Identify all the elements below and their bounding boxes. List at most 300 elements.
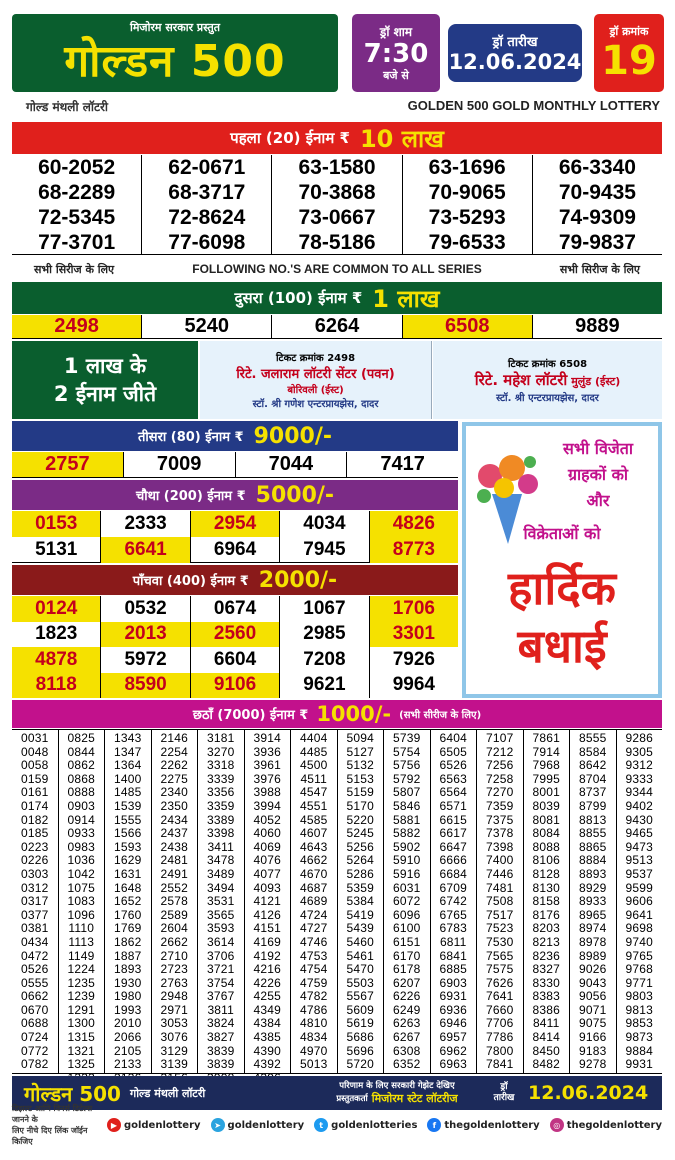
- prize6-number: 7800: [486, 1043, 514, 1058]
- prize6-number: 0226: [21, 853, 49, 868]
- prize4-header: [12, 480, 458, 510]
- prize6-number: 1887: [114, 948, 142, 963]
- prize6-number: 8001: [532, 785, 560, 800]
- prize6-number: 5132: [346, 758, 374, 773]
- prize6-number: 8213: [532, 934, 560, 949]
- logo-box: [12, 14, 338, 92]
- prize6-number: 4121: [253, 894, 281, 909]
- prize1-numbers: [12, 155, 662, 255]
- prize6-number: 2133: [114, 1057, 142, 1072]
- prize6-number: 9698: [625, 921, 653, 936]
- english-title: GOLDEN 500 GOLD MONTHLY LOTTERY: [407, 98, 660, 113]
- prize5-header: [12, 565, 458, 595]
- prize6-number: 9803: [625, 989, 653, 1004]
- prize6-number: 4547: [300, 785, 328, 800]
- prize6-number: 4216: [253, 962, 281, 977]
- prize6-number: 2589: [160, 907, 188, 922]
- winner2-name-row: [475, 370, 621, 390]
- prize6-number: 3706: [207, 948, 235, 963]
- prize6-number: 9071: [579, 1002, 607, 1017]
- prize6-number: 2275: [160, 771, 188, 786]
- prize6-number: 2491: [160, 866, 188, 881]
- prize6-number: 4670: [300, 866, 328, 881]
- prize6-number: 8411: [532, 1016, 560, 1031]
- prize6-number: 5881: [393, 812, 421, 827]
- prize6-number: 9026: [579, 962, 607, 977]
- prize6-number: 5470: [346, 962, 374, 977]
- prize6-number: 9312: [625, 758, 653, 773]
- prize6-number: 5094: [346, 731, 374, 745]
- prize6-number: 8130: [532, 880, 560, 895]
- prize6-number: 6841: [439, 948, 467, 963]
- prize6-number: 4643: [300, 839, 328, 854]
- winner1-distributor: स्टॉ. श्री गणेश एन्टरप्रायझेस, दादर: [252, 399, 379, 410]
- prize1-number: 62-0671: [142, 155, 272, 180]
- prize6-number: 7359: [486, 798, 514, 813]
- prize6-number: 7378: [486, 826, 514, 841]
- prize6-number: 1566: [114, 826, 142, 841]
- footer-presenter-label: प्रस्तुतकर्ता: [336, 1094, 368, 1104]
- prize6-number: 7212: [486, 744, 514, 759]
- prize6-number: 5619: [346, 1016, 374, 1031]
- prize6-number: 4551: [300, 798, 328, 813]
- prize5-number: 1067: [280, 596, 369, 622]
- prize6-number: 8855: [579, 826, 607, 841]
- prize4-number: 8773: [370, 537, 458, 563]
- prize1-number: 77-3701: [12, 230, 142, 255]
- prize6-number: 0434: [21, 934, 49, 949]
- prize6-number: 4662: [300, 853, 328, 868]
- prize6-number: 3129: [160, 1043, 188, 1058]
- prize1-header: [12, 122, 662, 154]
- footer-date-label-block: [486, 1082, 522, 1104]
- prize1-row: [12, 155, 662, 180]
- prize6-number: 7786: [486, 1030, 514, 1045]
- prize1-row: [12, 230, 662, 255]
- prize6-number: 3988: [253, 785, 281, 800]
- prize3-number: 7009: [124, 452, 236, 477]
- prize3-number: 2757: [12, 452, 124, 477]
- prize6-number: 8203: [532, 921, 560, 936]
- prize6-number: 9537: [625, 866, 653, 881]
- prize6-number: 7660: [486, 1002, 514, 1017]
- prize1-row: [12, 180, 662, 205]
- telegram-icon: ➤: [211, 1118, 225, 1132]
- prize6-number: 5256: [346, 839, 374, 854]
- prize6-number: 8884: [579, 853, 607, 868]
- prize6-number: 5792: [393, 771, 421, 786]
- prize1-number: 68-2289: [12, 180, 142, 205]
- prize6-number: 0377: [21, 907, 49, 922]
- prize6-number: 4069: [253, 839, 281, 854]
- prize6-number: 8642: [579, 758, 607, 773]
- prize6-number: 2723: [160, 962, 188, 977]
- prize6-number: 8978: [579, 934, 607, 949]
- prize6-number: 6170: [393, 948, 421, 963]
- footer-presenter-row: [336, 1091, 457, 1106]
- prize5-number: 4878: [12, 647, 101, 673]
- prize6-number: 3489: [207, 866, 235, 881]
- prize3-number: 7417: [380, 453, 425, 475]
- prize6-number: 9771: [625, 975, 653, 990]
- prize6-number: 8989: [579, 948, 607, 963]
- prize1-number: 63-1580: [272, 155, 402, 180]
- prize6-number: 0381: [21, 921, 49, 936]
- social-bar: [12, 1104, 662, 1146]
- draw-date: 12.06.2024: [448, 50, 582, 74]
- prize6-number: 6096: [393, 907, 421, 922]
- prize6-number: 2763: [160, 975, 188, 990]
- prize6-number: 4349: [253, 1002, 281, 1017]
- prize6-number: 2340: [160, 785, 188, 800]
- prize5-number: 3301: [370, 622, 458, 648]
- prize6-number: 3839: [207, 1043, 235, 1058]
- prize6-number: 8974: [579, 921, 607, 936]
- prize6-column: [152, 730, 199, 1073]
- prize5-amount: 2000/-: [258, 567, 338, 593]
- prize6-number: 3754: [207, 975, 235, 990]
- prize4-number: 5131: [12, 537, 101, 563]
- prize6-number: 2105: [114, 1043, 142, 1058]
- prize6-number: 8414: [532, 1030, 560, 1045]
- prize6-number: 2710: [160, 948, 188, 963]
- prize1-number: 78-5186: [272, 230, 402, 255]
- prize5-number: 7208: [280, 647, 369, 673]
- footer-bar: [12, 1076, 662, 1110]
- prize6-number: 3839: [207, 1057, 235, 1072]
- winners-section: [12, 341, 662, 419]
- congrats-panel: [462, 422, 662, 698]
- prize6-number: 1096: [67, 907, 95, 922]
- prize6-number: 6742: [439, 894, 467, 909]
- winner1-place: बोरिवली (ईस्ट): [287, 385, 344, 396]
- congrats-line1: सभी विजेता: [563, 439, 633, 458]
- prize6-number: 3531: [207, 894, 235, 909]
- prize6-column: [59, 730, 106, 1073]
- prize6-number: 8158: [532, 894, 560, 909]
- prize6-number: 6571: [439, 798, 467, 813]
- prize6-number: 9333: [625, 771, 653, 786]
- prize6-number: 2971: [160, 1002, 188, 1017]
- prize6-number: 0662: [21, 989, 49, 1004]
- prize6-number: 3181: [207, 731, 235, 745]
- prize6-number: 6207: [393, 975, 421, 990]
- prize6-number: 7523: [486, 921, 514, 936]
- prize6-number: 1539: [114, 798, 142, 813]
- prize6-number: 6249: [393, 1002, 421, 1017]
- header: [12, 14, 664, 120]
- prize6-number: 3614: [207, 934, 235, 949]
- prize6-number: 6100: [393, 921, 421, 936]
- prize3-amount: 9000/-: [253, 423, 332, 449]
- prize6-number: 9853: [625, 1016, 653, 1031]
- prize6-number: 4724: [300, 907, 328, 922]
- prize6-number: 7995: [532, 771, 560, 786]
- prize6-number: 5461: [346, 948, 374, 963]
- prize6-number: 7575: [486, 962, 514, 977]
- prize6-number: 5686: [346, 1030, 374, 1045]
- prize6-number: 3961: [253, 758, 281, 773]
- prize6-number: 0303: [21, 866, 49, 881]
- prize6-number: 9430: [625, 812, 653, 827]
- prize6-number: 9278: [579, 1057, 607, 1072]
- prize6-number: 6031: [393, 880, 421, 895]
- prize6-number: 6615: [439, 812, 467, 827]
- prize6-number: 2350: [160, 798, 188, 813]
- prize6-number: 1993: [114, 1002, 142, 1017]
- prize1-number: 79-6533: [403, 230, 533, 255]
- prize6-number: 8450: [532, 1043, 560, 1058]
- prize6-number: 8236: [532, 948, 560, 963]
- prize6-column: [198, 730, 245, 1073]
- prize6-number: 0182: [21, 812, 49, 827]
- prize6-number: 3914: [253, 731, 281, 745]
- prize6-number: 3356: [207, 785, 235, 800]
- prize1-number: 68-3717: [142, 180, 272, 205]
- prize6-number: 4687: [300, 880, 328, 895]
- prize4-amount: 5000/-: [255, 482, 335, 508]
- social-instagram[interactable]: [550, 1118, 662, 1132]
- prize6-number: 0825: [67, 731, 95, 745]
- twitter-icon: t: [314, 1118, 328, 1132]
- prize5-number: 1823: [12, 622, 101, 648]
- prize6-header: [12, 700, 662, 728]
- prize6-number: 3593: [207, 921, 235, 936]
- prize4-number: 6641: [101, 537, 190, 563]
- social-telegram[interactable]: [211, 1118, 305, 1132]
- common-right: सभी सिरीज के लिए: [559, 262, 640, 276]
- prize6-number: 1325: [67, 1057, 95, 1072]
- congrats-line4: विक्रेताओं को: [523, 524, 601, 543]
- prize5-number: 7926: [392, 648, 435, 670]
- prize3-header: [12, 421, 458, 451]
- prize4-numbers: [12, 511, 458, 563]
- prize6-number: 4782: [300, 989, 328, 1004]
- prize6-number: 3827: [207, 1030, 235, 1045]
- prize6-number: 1652: [114, 894, 142, 909]
- prize6-number: 5846: [393, 798, 421, 813]
- prize6-number: 4786: [300, 1002, 328, 1017]
- prize6-number: 6563: [439, 771, 467, 786]
- social-instagram-handle: thegoldenlottery: [566, 1119, 662, 1131]
- prize6-label: छठाँ (7000) ईनाम ₹: [192, 708, 309, 723]
- prize6-number: 0933: [67, 826, 95, 841]
- prize6-number: 4077: [253, 866, 281, 881]
- prize6-number: 8084: [532, 826, 560, 841]
- prize6-number: 8555: [579, 731, 607, 745]
- prize6-number: 6308: [393, 1043, 421, 1058]
- prize6-number: 2552: [160, 880, 188, 895]
- draw-number-box: [594, 14, 664, 92]
- prize6-number: 4834: [300, 1030, 328, 1045]
- prize6-number: 5916: [393, 866, 421, 881]
- prize6-number: 7706: [486, 1016, 514, 1031]
- prize6-column: [570, 730, 617, 1073]
- prize1-number: 72-8624: [142, 205, 272, 230]
- prize6-number: 4607: [300, 826, 328, 841]
- prize6-number: 4060: [253, 826, 281, 841]
- prize6-number: 9884: [625, 1043, 653, 1058]
- prize6-number: 4076: [253, 853, 281, 868]
- prize6-number: 8106: [532, 853, 560, 868]
- prize6-number: 4093: [253, 880, 281, 895]
- prize6-number: 7107: [486, 731, 514, 745]
- prize5-number: 1706: [370, 596, 458, 622]
- prize4-number: 7945: [280, 537, 369, 563]
- prize5-number: 0532: [101, 596, 190, 622]
- prize1-number: 70-3868: [272, 180, 402, 205]
- prize6-number: 6936: [439, 1002, 467, 1017]
- prize6-column: [291, 730, 338, 1073]
- prize6-number: 7517: [486, 907, 514, 922]
- prize6-number: 5609: [346, 1002, 374, 1017]
- prize6-number: 0555: [21, 975, 49, 990]
- prize6-number: 0472: [21, 948, 49, 963]
- prize1-amount: 10 लाख: [359, 124, 444, 153]
- prize1-number: 70-9065: [403, 180, 533, 205]
- prize6-number: 9931: [625, 1057, 653, 1072]
- prize6-number: 8088: [532, 839, 560, 854]
- prize6-number: 0185: [21, 826, 49, 841]
- prize6-number: 5807: [393, 785, 421, 800]
- social-twitter[interactable]: [314, 1118, 417, 1132]
- prize6-number: 0317: [21, 894, 49, 909]
- prize2-number: 5240: [142, 315, 272, 338]
- prize4-number: 4034: [280, 511, 369, 537]
- prize6-number: 6404: [439, 731, 467, 745]
- prize6-number: 4192: [253, 948, 281, 963]
- prize6-number: 1760: [114, 907, 142, 922]
- prize6-number: 4485: [300, 744, 328, 759]
- prize2-number: 6264: [272, 315, 402, 338]
- social-youtube-handle: goldenlottery: [123, 1119, 201, 1131]
- prize6-number: 1042: [67, 866, 95, 881]
- prize6-number: 0159: [21, 771, 49, 786]
- prize6-number: 6962: [439, 1043, 467, 1058]
- prize1-number: 74-9309: [558, 205, 636, 229]
- prize6-number: 6946: [439, 1016, 467, 1031]
- prize2-amount: 1 लाख: [372, 284, 440, 313]
- prize1-number: 77-6098: [142, 230, 272, 255]
- prize2-number: 9889: [575, 315, 620, 337]
- prize6-number: 3139: [160, 1057, 188, 1072]
- prize6-number: 3270: [207, 744, 235, 759]
- prize6-number: 1235: [67, 975, 95, 990]
- footer-presenter: मिजोरम स्टेट लॉटरीज: [371, 1092, 458, 1105]
- prize6-number: 4226: [253, 975, 281, 990]
- prize6-number: 1364: [114, 758, 142, 773]
- prize4-row: [12, 511, 458, 537]
- winner2-card: [433, 341, 662, 419]
- prize4-number: 4826: [370, 511, 458, 537]
- winners-left-line2: 2 ईनाम जीते: [53, 382, 157, 406]
- prize6-number: 3478: [207, 853, 235, 868]
- prize6-number: 5720: [346, 1057, 374, 1072]
- draw-date-box: [448, 24, 582, 82]
- prize6-number: 3494: [207, 880, 235, 895]
- prize5-number: 9621: [280, 673, 369, 699]
- prize6-number: 8482: [532, 1057, 560, 1072]
- prize5-numbers: [12, 596, 458, 698]
- prize6-number: 1113: [68, 934, 95, 949]
- prize6-number: 9286: [625, 731, 653, 745]
- prize6-number: 4727: [300, 921, 328, 936]
- prize6-number: 2578: [160, 894, 188, 909]
- prize6-number: 0772: [21, 1043, 49, 1058]
- prize6-number: 8128: [532, 866, 560, 881]
- prize6-number: 4585: [300, 812, 328, 827]
- prize6-number: 5153: [346, 771, 374, 786]
- prize5-row: [12, 596, 458, 622]
- prize6-number: 9513: [625, 853, 653, 868]
- prize6-number: 4970: [300, 1043, 328, 1058]
- prize6-number: 3721: [207, 962, 235, 977]
- common-center: FOLLOWING NO.'S ARE COMMON TO ALL SERIES: [192, 262, 482, 276]
- prize6-number: 0670: [21, 1002, 49, 1017]
- prize6-number: 4500: [300, 758, 328, 773]
- prize6-number: 1239: [67, 989, 95, 1004]
- prize6-number: 5384: [346, 894, 374, 909]
- prize6-number: 8929: [579, 880, 607, 895]
- social-youtube[interactable]: [107, 1118, 201, 1132]
- prize5-number: 8590: [101, 673, 190, 699]
- prize4-number: 2954: [191, 511, 280, 537]
- prize6-number: 8813: [579, 812, 607, 827]
- common-left: सभी सिरीज के लिए: [34, 262, 115, 276]
- prize2-number: 2498: [12, 315, 142, 338]
- prize6-number: 3976: [253, 771, 281, 786]
- prize6-number: 6151: [393, 934, 421, 949]
- prize6-number: 6226: [393, 989, 421, 1004]
- prize6-number: 3398: [207, 826, 235, 841]
- prize6-number: 6263: [393, 1016, 421, 1031]
- prize6-numbers: [12, 729, 662, 1074]
- prize6-number: 2481: [160, 853, 188, 868]
- prize6-number: 8933: [579, 894, 607, 909]
- social-facebook[interactable]: [427, 1118, 539, 1132]
- prize6-number: 1083: [67, 894, 95, 909]
- instagram-icon: ◎: [550, 1118, 564, 1132]
- prize1-number: 73-0667: [272, 205, 402, 230]
- prize5-number: 2985: [280, 622, 369, 648]
- prize6-number: 3565: [207, 907, 235, 922]
- prize6-number: 9183: [579, 1043, 607, 1058]
- congrats-big1: हार्दिक: [507, 561, 616, 615]
- prize6-number: 1075: [67, 880, 95, 895]
- prize6-number: 6526: [439, 758, 467, 773]
- footer-date: 12.06.2024: [528, 1082, 649, 1104]
- common-series-note: [12, 258, 662, 280]
- prize6-number: 8965: [579, 907, 607, 922]
- prize6-number: 4390: [253, 1043, 281, 1058]
- prize6-number: 8704: [579, 771, 607, 786]
- prize6-number: 6765: [439, 907, 467, 922]
- prize6-number: 0174: [21, 798, 49, 813]
- prize6-number: 5013: [300, 1057, 328, 1072]
- prize6-number: 5159: [346, 785, 374, 800]
- prize6-number: 3767: [207, 989, 235, 1004]
- footer-logo: गोल्डन 500: [24, 1081, 121, 1106]
- prize6-number: 2010: [114, 1016, 142, 1031]
- prize6-number: 7446: [486, 866, 514, 881]
- footer-notice-block: [308, 1080, 486, 1106]
- prize6-number: 1555: [114, 812, 142, 827]
- prize6-number: 6885: [439, 962, 467, 977]
- prize5-number: 0674: [191, 596, 280, 622]
- prize6-number: 0862: [67, 758, 95, 773]
- prize6-number: 1315: [67, 1030, 95, 1045]
- prize6-number: 7481: [486, 880, 514, 895]
